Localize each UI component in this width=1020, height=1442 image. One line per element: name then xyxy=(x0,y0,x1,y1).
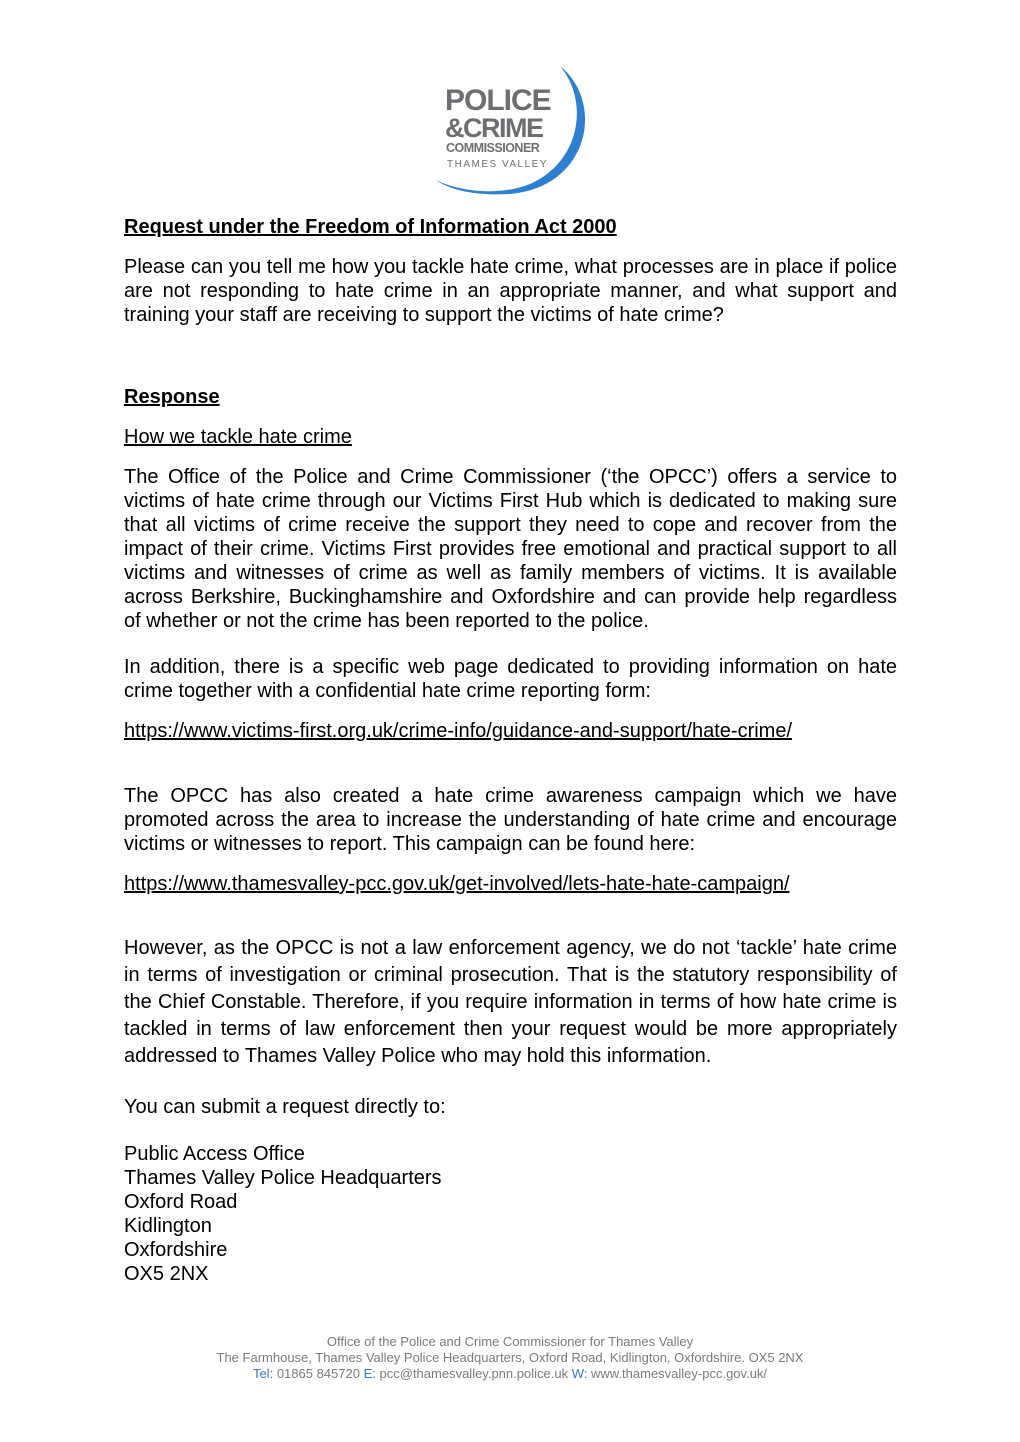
footer-office: Office of the Police and Crime Commissioner for Thames Valley xyxy=(326,1334,694,1349)
pcc-logo xyxy=(430,62,600,200)
paragraph-campaign: The OPCC has also created a hate crime awareness campaign which we have promoted across the area to increase the understanding of hate crime and encourage victims or witnesses to report. This campaign can be found here: xyxy=(124,785,897,855)
victims-first-link[interactable]: https://www.victims-first.org.uk/crime-info/guidance-and-support/hate-crime/ xyxy=(124,720,793,742)
address-line: OX5 2NX xyxy=(124,1263,209,1285)
tel-label: Tel: xyxy=(252,1366,274,1381)
svg-text:COMMISSIONER: COMMISSIONER xyxy=(446,141,540,155)
svg-text:POLICE: POLICE xyxy=(445,84,551,117)
svg-text:&CRIME: &CRIME xyxy=(445,113,543,143)
request-text: Please can you tell me how you tackle hate crime, what processes are in place if police are not responding to hate crime in an appropriate manner, and what support and training your staff are receiving to support the victims of hate crime? xyxy=(124,256,897,326)
subheading: How we tackle hate crime xyxy=(124,426,352,448)
logo-swoosh-icon xyxy=(430,62,600,200)
address-block xyxy=(124,1142,897,1286)
footer-address: The Farmhouse, Thames Valley Police Headquarters, Oxford Road, Kidlington, Oxfordshire. OX5 2NX xyxy=(216,1350,804,1365)
email-label: E: xyxy=(363,1366,376,1381)
address-line: Thames Valley Police Headquarters xyxy=(124,1167,442,1189)
footer xyxy=(0,1334,1020,1382)
address-line: Kidlington xyxy=(124,1215,212,1237)
svg-text:THAMES VALLEY: THAMES VALLEY xyxy=(447,159,549,170)
address-line: Public Access Office xyxy=(124,1143,305,1165)
paragraph-victims-first: The Office of the Police and Crime Commissioner (‘the OPCC’) offers a service to victims of hate crime through our Victims First Hub which is dedicated to making sure that all victims of crime receive the support they need to cope and recover from the impact of their crime. Victims First provides free emotional and practical support to all victims and witnesses of crime as well as family members of victims. It is available across Berkshire, Buckinghamshire and Oxfordshire and can provide help regardless of whether or not the crime has been reported to the police. xyxy=(124,466,897,632)
response-heading: Response xyxy=(124,386,220,408)
web-value[interactable]: www.thamesvalley-pcc.gov.uk/ xyxy=(590,1366,768,1381)
footer-contact xyxy=(0,1366,1020,1382)
email-value[interactable]: pcc@thamesvalley.pnn.police.uk xyxy=(379,1366,569,1381)
address-line: Oxfordshire xyxy=(124,1239,228,1261)
campaign-link[interactable]: https://www.thamesvalley-pcc.gov.uk/get-involved/lets-hate-hate-campaign/ xyxy=(124,873,790,895)
web-label: W: xyxy=(571,1366,588,1381)
paragraph-web-page: In addition, there is a specific web page dedicated to providing information on hate crime together with a confidential hate crime reporting form: xyxy=(124,656,897,702)
document-title: Request under the Freedom of Information Act 2000 xyxy=(124,216,617,238)
address-line: Oxford Road xyxy=(124,1191,238,1213)
paragraph-submit: You can submit a request directly to: xyxy=(124,1096,446,1118)
tel-value: 01865 845720 xyxy=(276,1366,360,1381)
paragraph-law-enforcement: However, as the OPCC is not a law enforcement agency, we do not ‘tackle’ hate crime in terms of investigation or criminal prosecution. That is the statutory responsibility of the Chief Constable. Therefore, if you require information in terms of how hate crime is tackled in terms of law enforcement then your request would be more appropriately addressed to Thames Valley Police who may hold this information. xyxy=(124,937,897,1067)
